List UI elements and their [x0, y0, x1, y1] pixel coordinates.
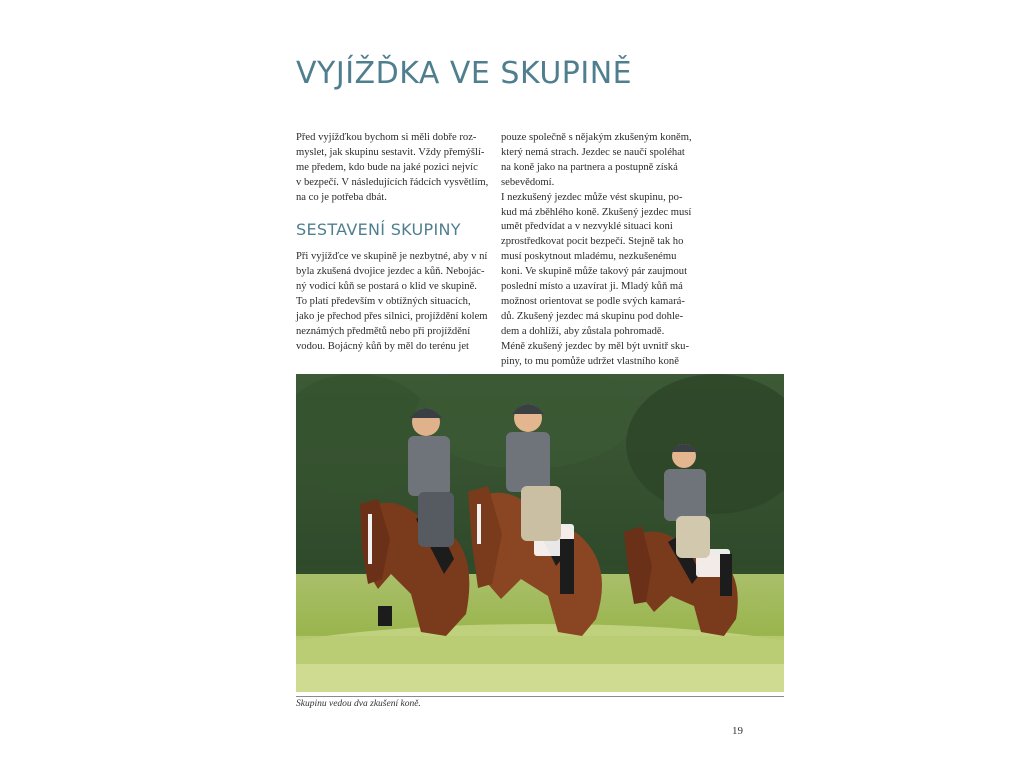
text-line: me předem, kdo bude na jaké pozici nejvíc	[296, 161, 478, 173]
right-paragraph	[501, 131, 697, 370]
text-line: Při vyjížďce ve skupině je nezbytné, aby v ní	[296, 251, 488, 263]
text-line: I nezkušený jezdec může vést skupinu, po-	[501, 191, 683, 203]
riders-photo	[296, 374, 784, 692]
page-title: VYJÍŽĎKA VE SKUPINĚ	[296, 56, 633, 91]
text-line: sebevědomí.	[501, 176, 555, 188]
text-line: To platí především v obtížných situacích,	[296, 296, 471, 308]
text-line: dem a dohlíží, aby zůstala pohromadě.	[501, 325, 665, 337]
text-line: jako je přechod přes silnici, projíždění kolem	[296, 311, 488, 323]
text-line: byla zkušená dvojice jezdec a kůň. Nebojác-	[296, 266, 485, 278]
text-line: ný vodicí kůň se postará o klid ve skupině.	[296, 281, 477, 293]
intro-paragraph	[296, 131, 489, 206]
text-line: poslední místo a uzavírat ji. Mladý kůň má	[501, 281, 683, 293]
text-line: musí poskytnout mladému, nezkušenému	[501, 251, 677, 263]
text-line: neznámých předmětů nebo při projíždění	[296, 325, 471, 337]
text-line: piny, to mu pomůže udržet vlastního koně	[501, 355, 679, 367]
text-line: vodou. Bojácný kůň by měl do terénu jet	[296, 340, 469, 352]
riders-illustration	[296, 374, 784, 692]
text-line: na co je potřeba dbát.	[296, 191, 387, 203]
section-heading: SESTAVENÍ SKUPINY	[296, 219, 461, 239]
text-line: myslet, jak skupinu sestavit. Vždy přemýšlí-	[296, 146, 485, 158]
text-line: kud má zběhlého koně. Zkušený jezdec musí	[501, 206, 692, 218]
section-paragraph	[296, 250, 486, 354]
text-line: v bezpečí. V následujících řádcích vysvětlím,	[296, 176, 489, 188]
text-line: zprostředkovat pocit bezpečí. Stejně tak ho	[501, 236, 684, 248]
text-line: na koně jako na partnera a postupně získá	[501, 161, 678, 173]
caption-divider	[296, 696, 784, 697]
text-line: koni. Ve skupině může takový pár zaujmout	[501, 266, 688, 278]
text-line: pouze společně s nějakým zkušeným koněm,	[501, 132, 692, 143]
text-line: dů. Zkušený jezdec má skupinu pod dohle-	[501, 310, 684, 322]
text-line: umět předvídat a v nezvyklé situaci koni	[501, 221, 673, 233]
right-column	[501, 131, 697, 370]
text-line: který nemá strach. Jezdec se naučí spoléhat	[501, 146, 685, 158]
text-line: možnost orientovat se podle svých kamará-	[501, 295, 685, 307]
text-line: Méně zkušený jezdec by měl být uvnitř sku-	[501, 340, 689, 352]
page-number: 19	[732, 725, 743, 737]
photo-caption: Skupinu vedou dva zkušení koně.	[296, 699, 421, 709]
left-column	[296, 131, 489, 355]
text-line: Před vyjížďkou bychom si měli dobře roz-	[296, 132, 477, 143]
